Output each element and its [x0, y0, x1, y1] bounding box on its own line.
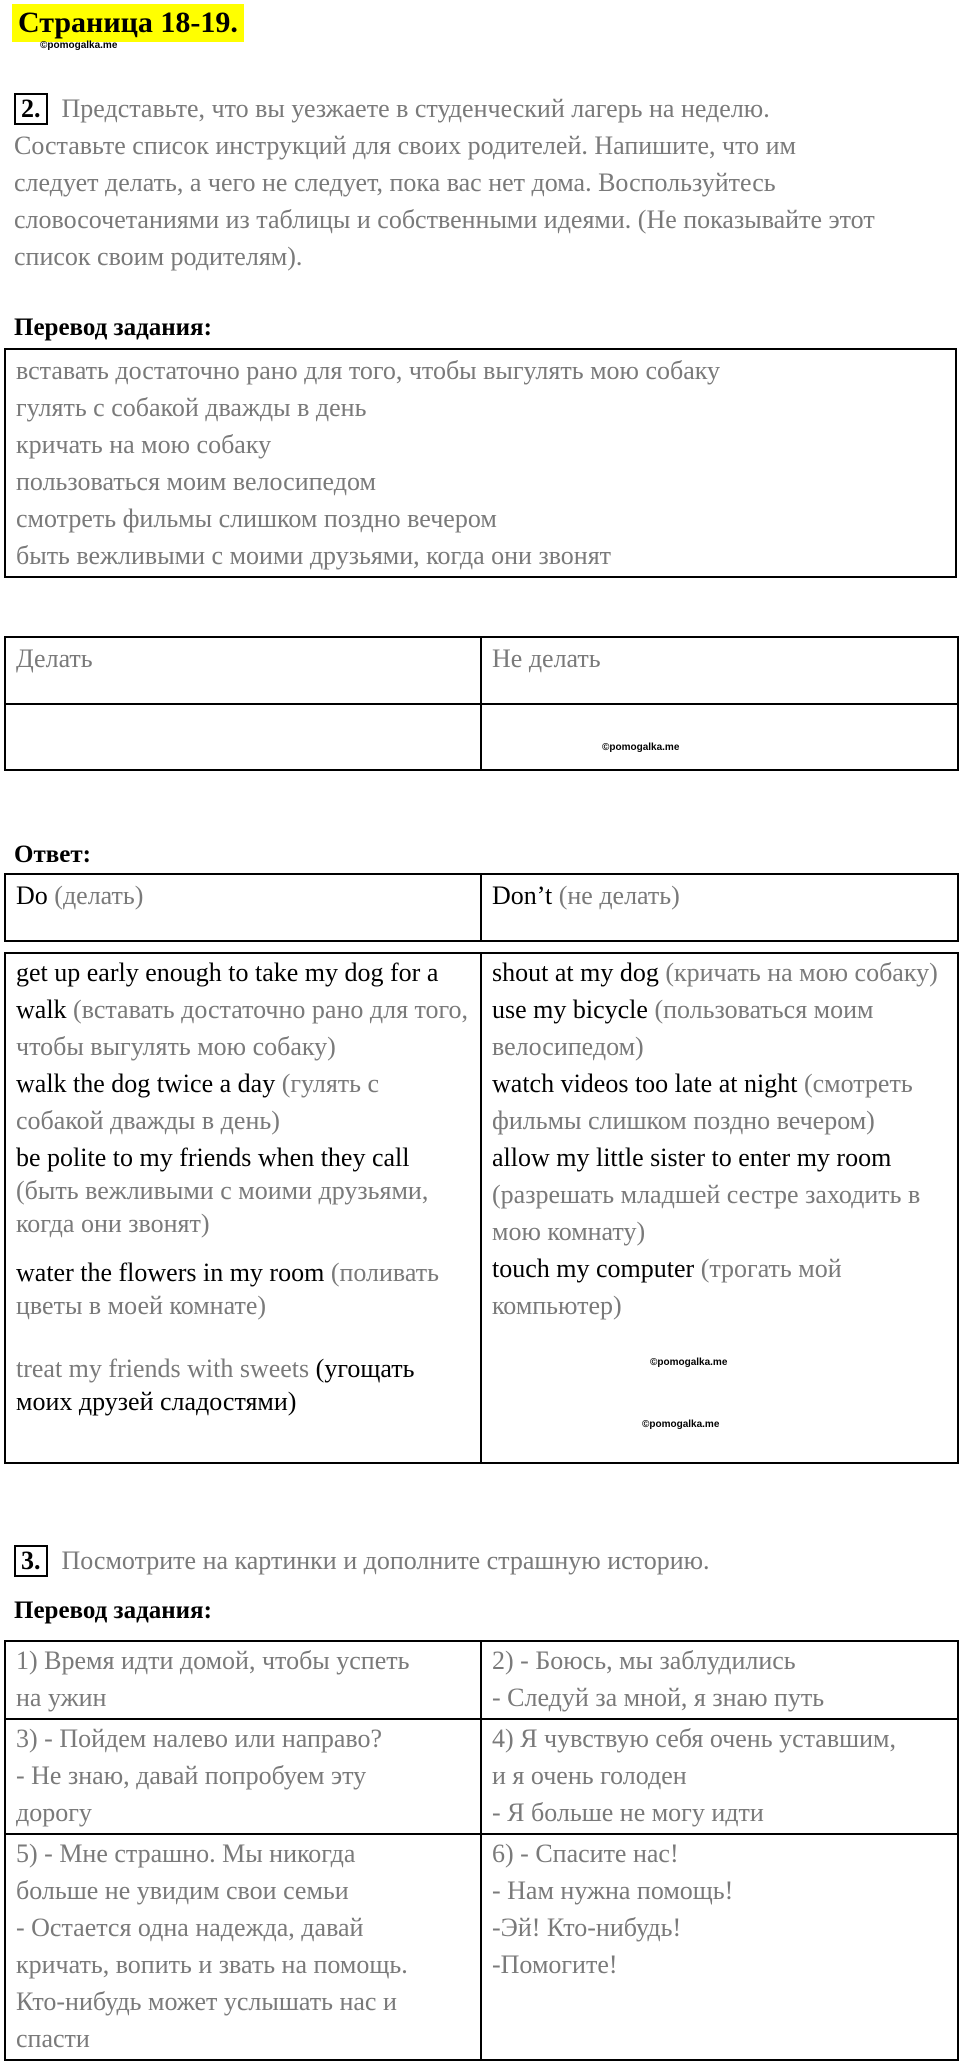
table-cell: [481, 704, 958, 770]
dont-item-ru: (трогать мой компьютер): [492, 1254, 842, 1320]
story-line: - Остается одна надежда, давай: [16, 1913, 364, 1942]
table-cell: [5, 704, 481, 770]
task2-text-line: Представьте, что вы уезжаете в студенческий лагерь на неделю.: [61, 94, 770, 123]
answer-header-table: [4, 873, 959, 942]
do-item-en: water the flowers in my room: [16, 1258, 325, 1287]
page-label: Страница 18-19.: [18, 6, 238, 39]
translation-line: вставать достаточно рано для того, чтобы выгулять мою собаку: [16, 356, 721, 385]
dont-item-en: shout at my dog: [492, 958, 659, 987]
dont-column: [481, 953, 958, 1463]
story-line: - Нам нужна помощь!: [492, 1876, 734, 1905]
story-cell-4: [481, 1719, 958, 1834]
story-line: 6) - Спасите нас!: [492, 1839, 679, 1868]
dont-item-ru: (разрешать младшей сестре заходить в мою комнату): [492, 1180, 921, 1246]
do-column: [5, 953, 481, 1463]
answer-header-do: [5, 874, 481, 941]
story-line: 1) Время идти домой, чтобы успеть: [16, 1646, 410, 1675]
dont-item-ru: (пользоваться моим велосипедом): [492, 995, 874, 1061]
do-item-en: get up early enough to take my dog for a walk: [16, 958, 439, 1024]
translation-line: гулять с собакой дважды в день: [16, 393, 367, 422]
watermark: ©pomogalka.me: [642, 1419, 720, 1430]
task2-text-line: список своим родителям).: [14, 242, 303, 271]
translation-line: быть вежливыми с моими друзьями, когда они звонят: [16, 541, 612, 570]
story-line: -Помогите!: [492, 1950, 618, 1979]
do-item-en: walk the dog twice a day: [16, 1069, 276, 1098]
answer-heading: Ответ:: [14, 841, 91, 868]
translation-line: кричать на мою собаку: [16, 430, 272, 459]
story-line: 3) - Пойдем налево или направо?: [16, 1724, 383, 1753]
do-item-ru: (вставать достаточно рано для того, чтобы выгулять мою собаку): [16, 995, 469, 1061]
do-item-ru: (угощать моих друзей сладостями): [16, 1354, 415, 1416]
answer-table: [4, 952, 959, 1464]
story-cell-6: [481, 1834, 958, 2060]
watermark: ©pomogalka.me: [40, 40, 118, 51]
story-cell-3: [5, 1719, 481, 1834]
story-line: - Не знаю, давай попробуем эту: [16, 1761, 367, 1790]
table-header-do: Делать: [5, 637, 481, 704]
story-line: и я очень голоден: [492, 1761, 687, 1790]
dont-item-en: use my bicycle: [492, 995, 648, 1024]
answer-header-en: Don’t: [492, 881, 553, 910]
dont-item-ru: (кричать на мою собаку): [665, 958, 938, 987]
task2-translation-heading: Перевод задания:: [14, 314, 212, 341]
story-cell-2: [481, 1641, 958, 1719]
task2-translation-box: [4, 348, 957, 578]
answer-header-dont: [481, 874, 958, 941]
story-line: 5) - Мне страшно. Мы никогда: [16, 1839, 356, 1868]
answer-header-en: Do: [16, 881, 48, 910]
table-header-dont: Не делать: [481, 637, 958, 704]
story-line: дорогу: [16, 1798, 92, 1827]
do-dont-table: [4, 636, 959, 771]
story-cell-5: [5, 1834, 481, 2060]
dont-item-en: touch my computer: [492, 1254, 695, 1283]
task3-number: 3.: [14, 1545, 48, 1577]
task2-text-line: Составьте список инструкций для своих родителей. Напишите, что им: [14, 131, 796, 160]
story-line: спасти: [16, 2024, 90, 2053]
do-item-ru: (быть вежливыми с моими друзьями, когда они звонят): [16, 1176, 429, 1238]
story-line: 2) - Боюсь, мы заблудились: [492, 1646, 796, 1675]
page-title: [12, 4, 244, 42]
answer-header-ru: (не делать): [552, 881, 680, 910]
story-line: на ужин: [16, 1683, 107, 1712]
do-item-ru: (поливать цветы в моей комнате): [16, 1258, 439, 1320]
dont-item-en: watch videos too late at night: [492, 1069, 798, 1098]
watermark: ©pomogalka.me: [602, 742, 680, 753]
task3-text: Посмотрите на картинки и дополните страшную историю.: [61, 1546, 710, 1575]
story-line: -Эй! Кто-нибудь!: [492, 1913, 682, 1942]
task2-number: 2.: [14, 93, 48, 125]
task2-text-line: следует делать, а чего не следует, пока вас нет дома. Воспользуйтесь: [14, 168, 776, 197]
do-item-en: treat my friends with sweets: [16, 1354, 310, 1383]
do-item-ru: (гулять с собакой дважды в день): [16, 1069, 380, 1135]
task3-instruction: [14, 1542, 954, 1579]
story-line: кричать, вопить и звать на помощь.: [16, 1950, 408, 1979]
story-line: - Я больше не могу идти: [492, 1798, 764, 1827]
watermark: ©pomogalka.me: [650, 1357, 728, 1368]
task3-translation-heading: Перевод задания:: [14, 1597, 212, 1624]
dont-item-ru: (смотреть фильмы слишком поздно вечером): [492, 1069, 913, 1135]
translation-line: пользоваться моим велосипедом: [16, 467, 376, 496]
story-line: - Следуй за мной, я знаю путь: [492, 1683, 825, 1712]
do-item-en: be polite to my friends when they call: [16, 1143, 410, 1172]
answer-header-ru: (делать): [47, 881, 144, 910]
story-cell-1: [5, 1641, 481, 1719]
story-line: Кто-нибудь может услышать нас и: [16, 1987, 397, 2016]
dont-item-en: allow my little sister to enter my room: [492, 1143, 892, 1172]
task3-story-table: [4, 1640, 959, 2061]
task2-instruction: [14, 90, 954, 275]
task2-text-line: словосочетаниями из таблицы и собственными идеями. (Не показывайте этот: [14, 205, 875, 234]
translation-line: смотреть фильмы слишком поздно вечером: [16, 504, 497, 533]
story-line: 4) Я чувствую себя очень уставшим,: [492, 1724, 896, 1753]
story-line: больше не увидим свои семьи: [16, 1876, 349, 1905]
